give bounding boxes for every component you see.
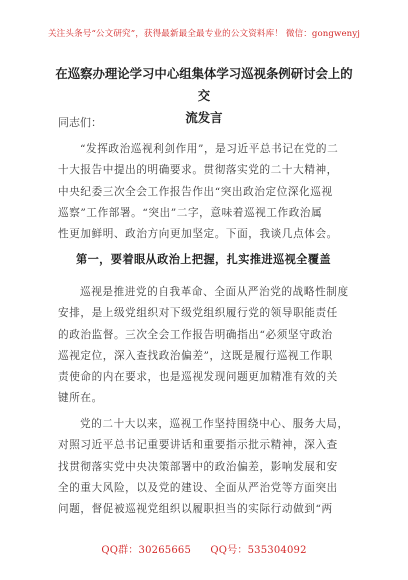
paragraph-line: 问题，督促被巡视党组织以履职担当的实际行动做到“两 [58, 503, 333, 516]
paragraph-line: 安排，是上级党组织对下级党组织履行党的领导职能责任 [58, 307, 338, 320]
section-heading: 第一，要着眼从政治上把握，扎实推进巡视全覆盖 [76, 253, 331, 266]
header-banner: 关注头条号“公文研究”，获得最新最全最专业的公文资料库！ 微信：gongwenyj [47, 29, 361, 39]
qq-account-number: QQ号：535304092 [210, 545, 307, 556]
paragraph-line: “发挥政治巡视利剑作用”，是习近平总书记在党的二 [80, 143, 339, 155]
paragraph-line: 键所在。 [58, 392, 103, 405]
salutation: 同志们： [58, 116, 102, 129]
paragraph-since-20th-congress [58, 414, 354, 520]
footer-contact [0, 541, 408, 556]
paragraph-line: 找贯彻落实党中央决策部署中的政治偏差，影响发展和安 [58, 460, 338, 473]
document-title-line-1: 在巡察办理论学习中心组集体学习巡视条例研讨会上的交 [55, 66, 353, 103]
paragraph-line: 巡视是推进党的自我革命、全面从严治党的战略性制度 [80, 286, 349, 298]
document-title-line-2: 流发言 [185, 110, 223, 125]
paragraph-line: 十大报告中提出的明确要求。贯彻落实党的二十大精神， [58, 164, 338, 177]
paragraph-line: 对照习近平总书记重要讲话和重要指示批示精神，深入查 [58, 439, 338, 452]
paragraph-line: 巡视定位，深入查找政治偏差”，这既是履行巡视工作职 [58, 349, 333, 362]
qq-group-number: QQ群：30265665 [101, 545, 192, 556]
paragraph-line: 巡察”工作部署。“突出”二字，意味着巡视工作政治属 [58, 206, 323, 219]
paragraph-inspection-role [58, 282, 354, 410]
paragraph-line: 中央纪委三次全会工作报告作出“突出政治定位深化巡视 [58, 185, 333, 198]
paragraph-intro [58, 139, 354, 245]
paragraph-line: 性更加鲜明、政治方向更加坚定。下面，我谈几点体会。 [58, 228, 338, 241]
paragraph-line: 的政治监督。三次全会工作报告明确指出“必须坚守政治 [58, 328, 333, 341]
paragraph-line: 全的重大风险，以及党的建设、全面从严治党等方面突出 [58, 481, 338, 494]
paragraph-line: 党的二十大以来，巡视工作坚持围绕中心、服务大局， [80, 418, 349, 430]
paragraph-line: 责使命的内在要求，也是巡视发现问题更加精准有效的关 [58, 371, 338, 384]
